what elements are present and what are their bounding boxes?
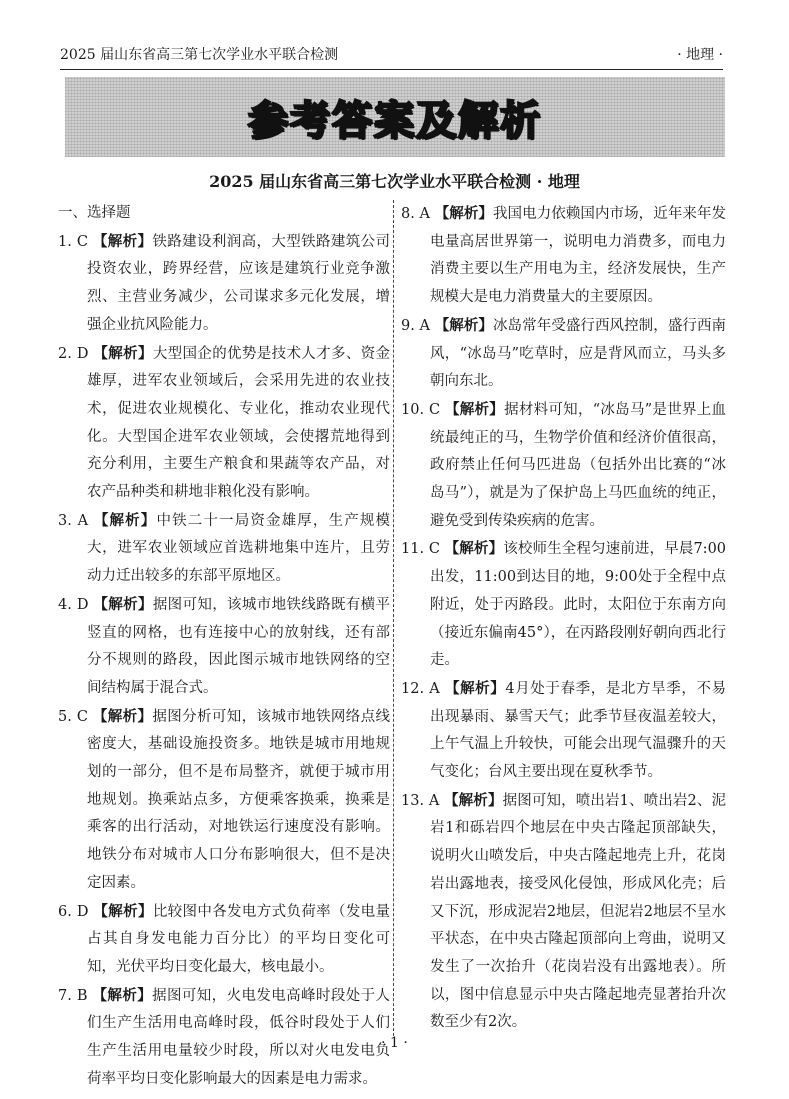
- answer-choice: C: [76, 708, 88, 725]
- answer-choice: A: [419, 206, 431, 222]
- answer-number: 9.: [401, 317, 415, 334]
- answer-item-1: [58, 228, 390, 340]
- answer-number: 10.: [401, 401, 425, 418]
- answer-item-13: [401, 787, 726, 1037]
- analysis-tag: 【解析】: [444, 791, 503, 809]
- answer-item-3: [58, 507, 390, 591]
- answer-choice: A: [419, 317, 431, 334]
- analysis-tag: 【解析】: [92, 707, 153, 725]
- answer-item-11: [401, 535, 726, 675]
- analysis-tag: 【解析】: [93, 595, 153, 613]
- answer-choice: C: [428, 401, 441, 418]
- answer-choice: B: [76, 987, 88, 1004]
- analysis-text: 据图可知，喷出岩1、喷出岩2、泥岩1和砾岩四个地层在中央古隆起顶部缺失，说明火山喷发后，中央古隆起地壳上升，花岗岩出露地表，接受风化侵蚀，形成风化壳；后又下沉，形成泥岩2地层，但泥岩2地层不呈水平状态，在中央古隆起顶部向上弯曲，说明又发生了一次抬升（花岗岩没有出露地表）。所以，图中信息显示中央古隆起地壳显著抬升次数至少有2次。: [430, 792, 727, 1031]
- answer-choice: A: [428, 792, 440, 809]
- running-head-title: 2025 届山东省高三第七次学业水平联合检测: [60, 47, 339, 63]
- answer-choice: D: [76, 345, 89, 362]
- answer-number: 1.: [58, 233, 72, 250]
- answer-number: 4.: [58, 596, 72, 613]
- document-title: 2025 届山东省高三第七次学业水平联合检测 · 地理: [209, 172, 580, 191]
- analysis-text: 中铁二十一局资金雄厚，生产规模大，进军农业领域应首选耕地集中连片，且劳动力迁出较多的东部平原地区。: [87, 512, 391, 585]
- left-column: [58, 200, 390, 1093]
- banner-title: 参考答案及解析: [248, 97, 542, 144]
- answer-number: 7.: [58, 987, 72, 1004]
- answer-item-4: [58, 591, 390, 703]
- answer-item-9: [401, 312, 726, 396]
- analysis-tag: 【解析】: [93, 344, 153, 362]
- analysis-tag: 【解析】: [444, 540, 504, 558]
- answer-choice: D: [76, 903, 89, 920]
- analysis-tag: 【解析】: [444, 400, 505, 418]
- answer-item-10: [401, 396, 726, 536]
- answer-item-2: [58, 340, 390, 507]
- answer-choice: A: [429, 680, 440, 697]
- analysis-text: 该校师生全程匀速前进，早晨7:00出发，11:00到达目的地，9:00处于全程中点附近，处于丙路段。此时，太阳位于东南方向（接近东偏南45°），在丙路段刚好朝向西北行走。: [430, 541, 727, 669]
- running-head-subject: · 地理 ·: [677, 47, 723, 63]
- analysis-tag: 【解析】: [434, 205, 493, 222]
- analysis-text: 据图可知，火电发电高峰时段处于人们生产生活用电高峰时段，低谷时段处于人们生产生活用电量较少时段，所以对火电发电负荷率平均日变化影响最大的因素是电力需求。: [87, 987, 391, 1087]
- answer-number: 5.: [58, 708, 72, 725]
- analysis-tag: 【解析】: [92, 232, 153, 250]
- answer-choice: C: [76, 233, 88, 250]
- analysis-tag: 【解析】: [93, 511, 157, 529]
- analysis-text: 据材料可知，“冰岛马”是世界上血统最纯正的马，生物学价值和经济价值很高，政府禁止任何马匹进岛（包括外出比赛的“冰岛马”），就是为了保护岛上马匹血统的纯正，避免受到传染疾病的危害。: [430, 401, 727, 529]
- answer-item-6: [58, 898, 390, 982]
- analysis-tag: 【解析】: [434, 316, 493, 334]
- analysis-text: 大型国企的优势是技术人才多、资金雄厚，进军农业领域后，会采用先进的农业技术，促进农业规模化、专业化，推动农业现代化。大型国企进军农业领域，会使撂荒地得到充分利用，主要生产粮食和果蔬等农产品，对农产品种类和耕地非粮化没有影响。: [87, 345, 391, 501]
- answer-number: 2.: [58, 345, 72, 362]
- answer-choice: C: [428, 541, 440, 558]
- answer-number: 3.: [58, 512, 72, 529]
- column-divider: [393, 200, 394, 1036]
- answer-number: 11.: [401, 541, 425, 558]
- analysis-text: 比较图中各发电方式负荷率（发电量占其自身发电能力百分比）的平均日变化可知，光伏平均日变化最大，核电最小。: [87, 903, 391, 975]
- page-number: · 1 ·: [381, 1035, 408, 1051]
- answer-item-5: [58, 703, 390, 898]
- answer-item-8: [401, 200, 726, 312]
- analysis-tag: 【解析】: [92, 986, 153, 1004]
- answer-number: 13.: [401, 792, 425, 809]
- header-rule: [60, 69, 723, 70]
- analysis-text: 铁路建设利润高，大型铁路建筑公司投资农业，跨界经营，应该是建筑行业竞争激烈、主营业务减少，公司谋求多元化发展，增强企业抗风险能力。: [87, 233, 391, 333]
- answer-choice: D: [76, 596, 89, 613]
- analysis-text: 据图可知，该城市地铁线路既有横平竖直的网格，也有连接中心的放射线，还有部分不规则的路段，因此图示城市地铁网络的空间结构属于混合式。: [87, 596, 391, 696]
- analysis-text: 4月处于春季，是北方旱季，不易出现暴雨、暴雪天气；此季节昼夜温差较大，上午气温上升较快，可能会出现气温骤升的天气变化；台风主要出现在夏秋季节。: [430, 680, 727, 781]
- analysis-text: 据图分析可知，该城市地铁网络点线密度大，基础设施投资多。地铁是城市用地规划的一部分，但不是布局整齐，就便于城市用地规划。换乘站点多，方便乘客换乘，换乘是乘客的出行活动，对地铁运行速度没有影响。地铁分布对城市人口分布影响很大，但不是决定因素。: [87, 708, 391, 891]
- answer-number: 12.: [401, 680, 425, 697]
- section-heading: 一、选择题: [58, 205, 131, 221]
- answer-number: 8.: [401, 206, 415, 222]
- answer-number: 6.: [58, 903, 72, 920]
- answer-item-12: [401, 675, 726, 787]
- right-column: [401, 200, 726, 1037]
- answer-banner: [65, 77, 725, 157]
- analysis-text: 冰岛常年受盛行西风控制，盛行西南风，“冰岛马”吃草时，应是背风而立，马头多朝向东北。: [430, 317, 727, 390]
- analysis-tag: 【解析】: [444, 679, 506, 697]
- analysis-text: 我国电力依赖国内市场，近年来年发电量高居世界第一，说明电力消费多，而电力消费主要以生产用电为主，经济发展快，生产规模大是电力消费量大的主要原因。: [430, 206, 727, 306]
- answer-choice: A: [77, 512, 89, 529]
- analysis-tag: 【解析】: [93, 902, 153, 920]
- running-head: [60, 44, 723, 66]
